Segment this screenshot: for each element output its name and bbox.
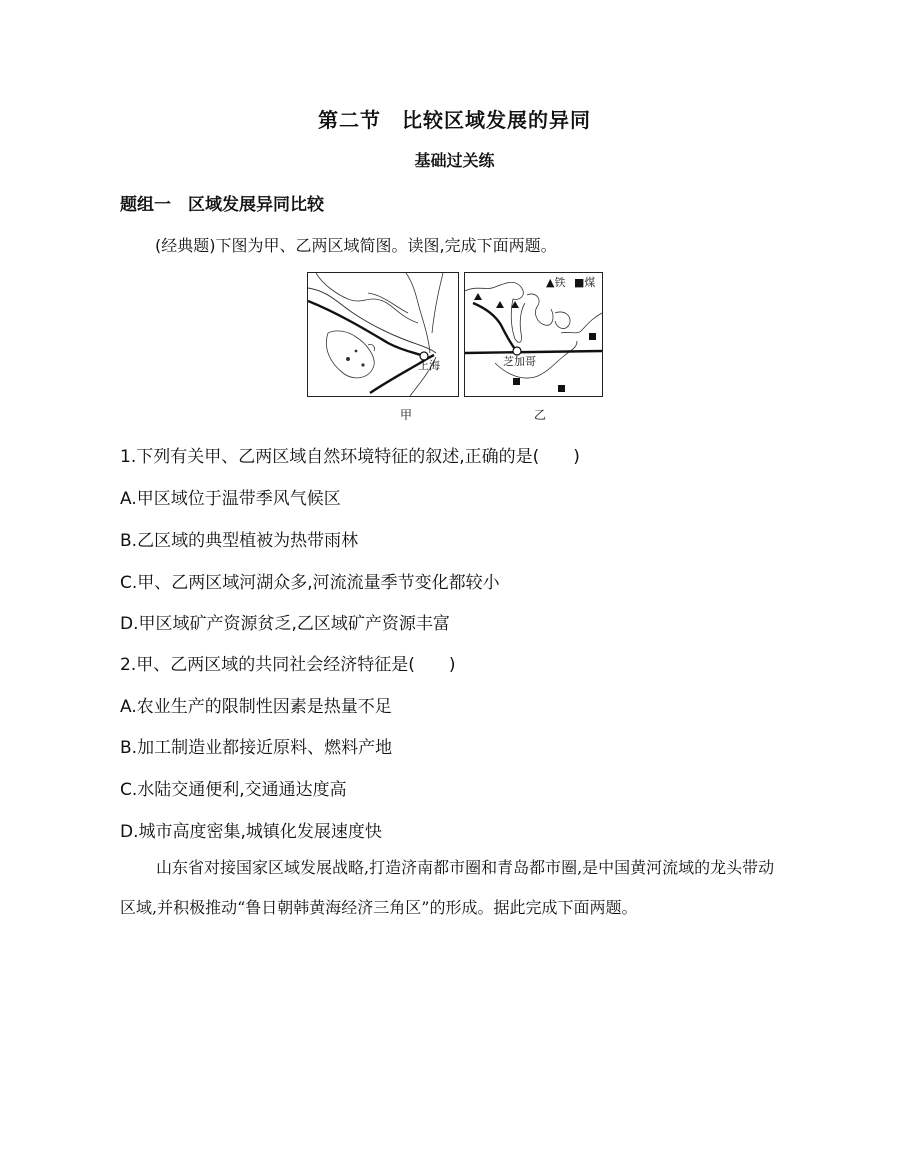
iron-legend: ▲铁 [546, 276, 566, 289]
question-1-option-c: C.甲、乙两区域河湖众多,河流流量季节变化都较小 [120, 573, 500, 593]
page-title: 第二节 比较区域发展的异同 [318, 108, 591, 132]
map-yi-caption: 乙 [534, 408, 547, 422]
question-2-option-a: A.农业生产的限制性因素是热量不足 [120, 697, 392, 717]
map-yi-drawing [465, 273, 602, 396]
question-1-option-a: A.甲区域位于温带季风气候区 [120, 489, 341, 509]
question-2-option-c: C.水陆交通便利,交通通达度高 [120, 780, 347, 800]
shanghai-label: 上海 [418, 359, 440, 372]
map-jia-drawing [308, 273, 458, 396]
passage: 山东省对接国家区域发展战略,打造济南都市圈和青岛都市圈,是中国黄河流域的龙头带动区域,并积极推动“鲁日朝韩黄海经济三角区”的形成。据此完成下面两题。 [120, 858, 775, 917]
chicago-label: 芝加哥 [503, 355, 536, 368]
group-heading: 题组一 区域发展异同比较 [120, 195, 324, 215]
question-1-option-d: D.甲区域矿产资源贫乏,乙区域矿产资源丰富 [120, 614, 450, 634]
intro-text: (经典题)下图为甲、乙两区域简图。读图,完成下面两题。 [155, 236, 557, 255]
question-1-stem: 1.下列有关甲、乙两区域自然环境特征的叙述,正确的是( ) [120, 447, 580, 467]
map-jia-caption: 甲 [400, 408, 413, 422]
question-2-option-b: B.加工制造业都接近原料、燃料产地 [120, 738, 393, 758]
map-yi [464, 272, 603, 397]
question-1-option-b: B.乙区域的典型植被为热带雨林 [120, 531, 359, 551]
coal-legend: ■煤 [574, 276, 596, 289]
section-subtitle: 基础过关练 [414, 151, 495, 170]
question-2-stem: 2.甲、乙两区域的共同社会经济特征是( ) [120, 655, 456, 675]
question-2-option-d: D.城市高度密集,城镇化发展速度快 [120, 822, 382, 842]
map-jia [307, 272, 459, 397]
